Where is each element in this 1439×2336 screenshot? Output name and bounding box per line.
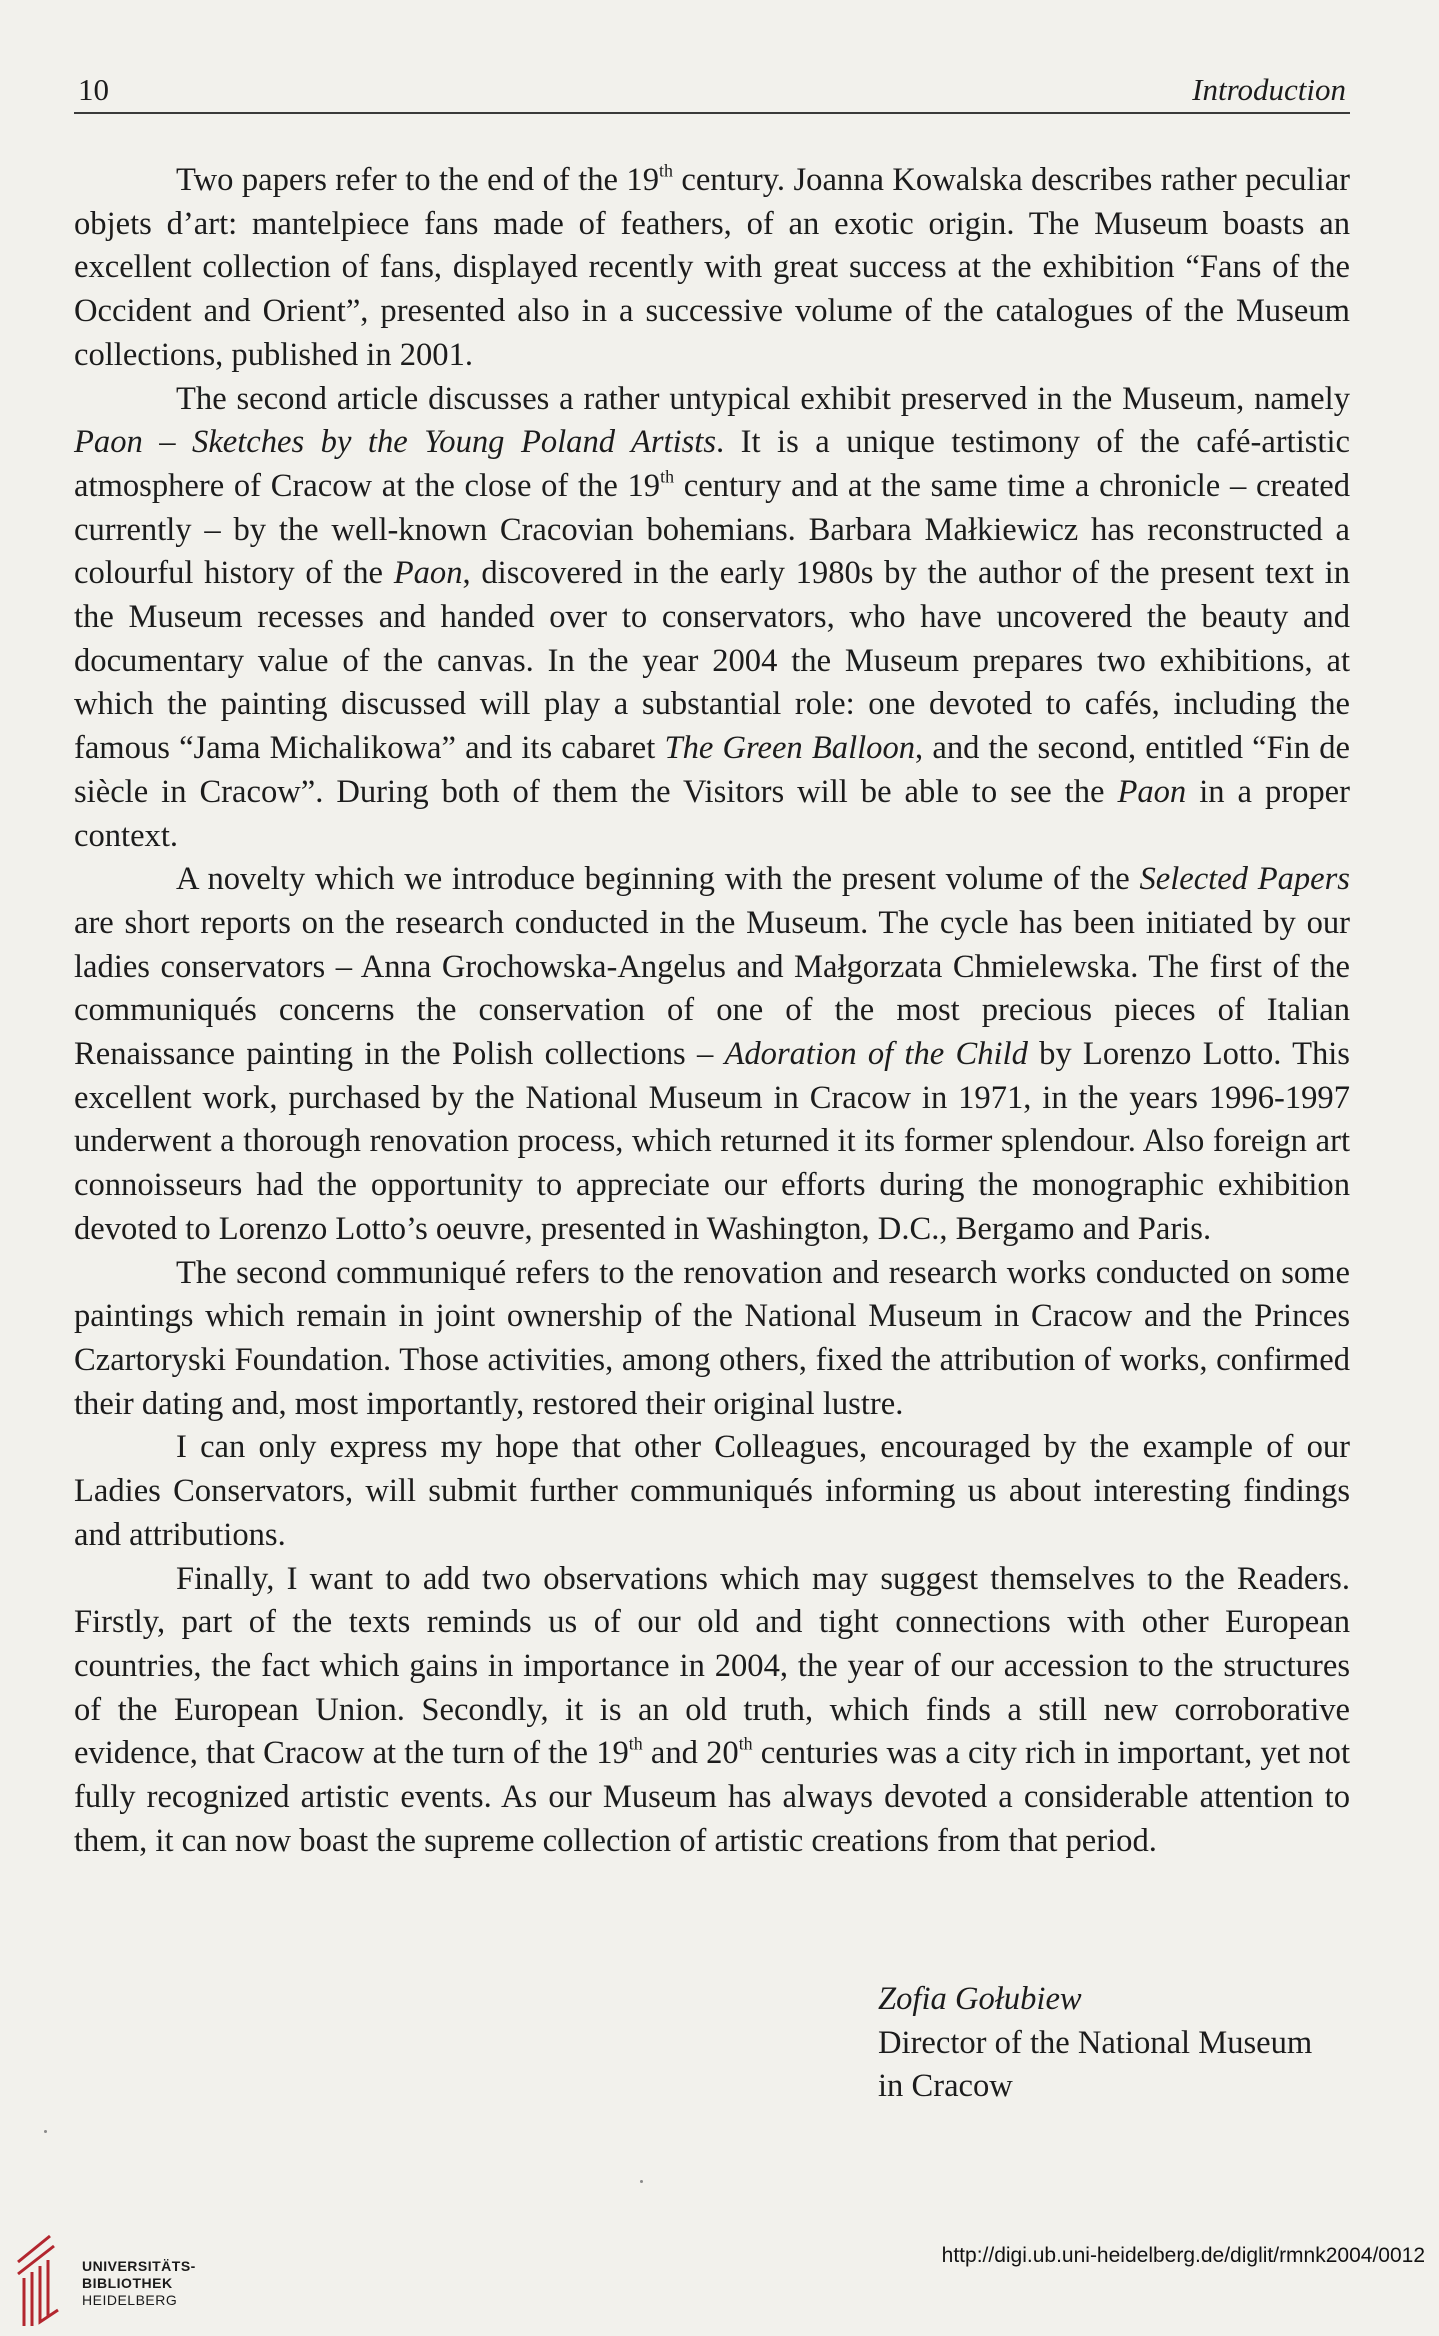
scan-speck — [44, 2130, 47, 2133]
paragraph-4: The second communiqué refers to the renovation and research works conducted on some paintings which remain in joint ownership of the National Museum in Cracow and the Princes Czartoryski Foundation. Those activities, among others, fixed the attribution of works, confirmed their dating and, most importantly, restored their original lustre. — [74, 1254, 1350, 1422]
source-url-link[interactable]: http://digi.ub.uni-heidelberg.de/diglit/rmnk2004/0012 — [941, 2244, 1425, 2267]
paragraph-1: Two papers refer to the end of the 19th century. Joanna Kowalska describes rather peculiar objets d’art: mantelpiece fans made of feathers, of an exotic origin. The Museum boasts an excellent collection of fans, displayed recently with great success at the exhibition “Fans of the Occident and Orient”, presented also in a successive volume of the catalogues of the Museum collections, published in 2001. — [74, 160, 1350, 373]
heidelberg-library-logo-icon — [14, 2232, 60, 2328]
article-body — [74, 159, 1350, 1863]
page-number: 10 — [78, 72, 109, 107]
scan-speck — [640, 2180, 643, 2183]
author-title: Director of the National Museum — [878, 2024, 1313, 2061]
signature-block — [878, 1978, 1348, 2109]
author-name: Zofia Gołubiew — [878, 1981, 1082, 2017]
paragraph-6: Finally, I want to add two observations which may suggest themselves to the Readers. Firstly, part of the texts reminds us of our old and tight connections with other European countries, the fact which gains in importance in 2004, the year of our accession to the structures of the European Union. Secondly, it is an old truth, which finds a still new corroborative evidence, that Cracow at the turn of the 19th and 20th centuries was a city rich in important, yet not fully recognized artistic events. As our Museum has always devoted a considerable attention to them, it can now boast the supreme collection of artistic creations from that period. — [74, 1560, 1350, 1859]
paragraph-5: I can only express my hope that other Colleagues, encouraged by the example of our Ladies Conservators, will submit further communiqués informing us about interesting findings and attributions. — [74, 1429, 1350, 1553]
paragraph-3: A novelty which we introduce beginning with the present volume of the Selected Papers are short reports on the research conducted in the Museum. The cycle has been initiated by our ladies conservators – Anna Grochowska-Angelus and Małgorzata Chmielewska. The first of the communiqués concerns the conservation of one of the most precious pieces of Italian Renaissance painting in the Polish collections – Adoration of the Child by Lorenzo Lotto. This excellent work, purchased by the National Museum in Cracow in 1971, in the years 1996-1997 underwent a thorough renovation process, which returned it its former splendour. Also foreign art connoisseurs had the opportunity to appreciate our efforts during the monographic exhibition devoted to Lorenzo Lotto’s oeuvre, presented in Washington, D.C., Bergamo and Paris. — [74, 861, 1350, 1247]
section-title: Introduction — [1192, 72, 1346, 107]
running-header — [74, 68, 1350, 114]
author-title-line-2: in Cracow — [878, 2068, 1013, 2105]
paragraph-2: The second article discusses a rather untypical exhibit preserved in the Museum, namely Paon – Sketches by the Young Poland Artists. It is a unique testimony of the café-artistic atmosphere of Cracow at the close of the 19th century and at the same time a chronicle – created currently – by the well-known Cracovian bohemians. Barbara Małkiewicz has reconstructed a colourful history of the Paon, discovered in the early 1980s by the author of the present text in the Museum recesses and handed over to conservators, who have uncovered the beauty and documentary value of the canvas. In the year 2004 the Museum prepares two exhibitions, at which the painting discussed will play a substantial role: one devoted to cafés, including the famous “Jama Michalikowa” and its cabaret The Green Balloon, and the second, entitled “Fin de siècle in Cracow”. During both of them the Visitors will be able to see the Paon in a proper context. — [74, 380, 1351, 854]
library-name: UNIVERSITÄTS- BIBLIOTHEK HEIDELBERG — [82, 2258, 196, 2308]
